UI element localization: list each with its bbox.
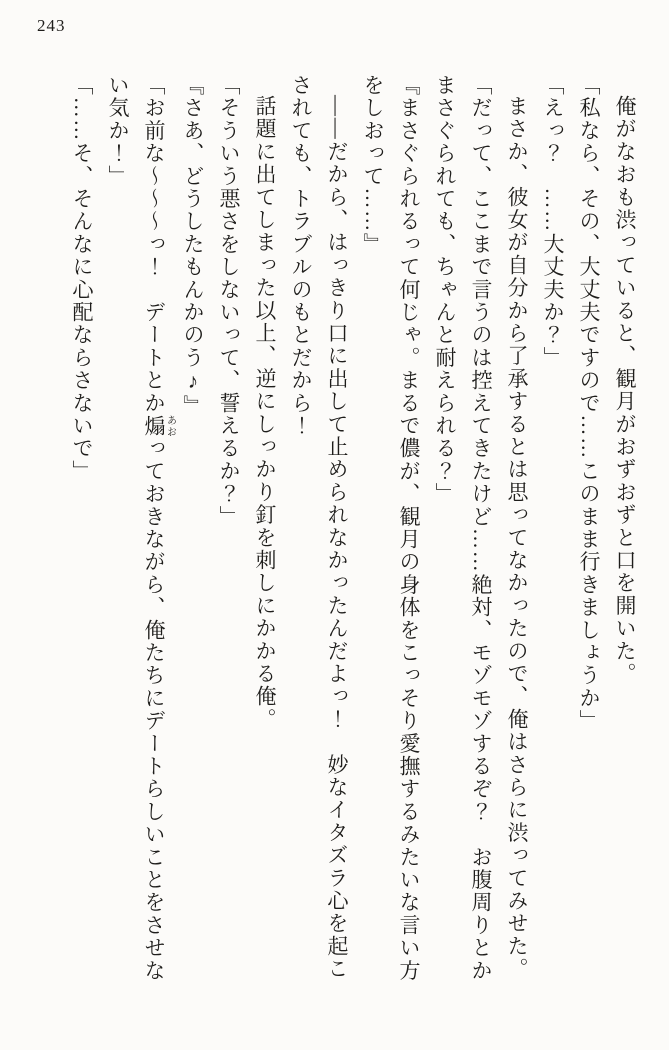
- paragraph: 話題に出てしまった以上、逆にしっかり釘を刺しにかかる俺。: [253, 95, 277, 731]
- ruby-annotation: 煽あお: [142, 414, 176, 438]
- paragraph: 「……そ、そんなに心配ならさないで」: [70, 74, 94, 483]
- paragraph: まさか、彼女が自分から了承するとは思ってなかったので、俺はさらに渋ってみせた。: [505, 95, 529, 981]
- paragraph: 『まさぐられるって何じゃ。まるで儂が、観月の身体をこっそり愛撫するみたいな言い方をしおって……』: [361, 74, 421, 982]
- paragraph: 『さあ、どうしたもんかのう♪』: [181, 74, 205, 418]
- paragraph: 「私なら、その、大丈夫ですので……このまま行きましょうか」: [577, 74, 601, 733]
- paragraph: 「だって、ここまで言うのは控えてきたけど……絶対、モゾモゾするぞ？ お腹周りとかまさぐられても、ちゃんと耐えられる？」: [433, 74, 493, 982]
- paragraph: 「えっ？ ……大丈夫か？」: [541, 74, 565, 370]
- page-number: 243: [37, 16, 66, 35]
- paragraph: 「お前な～～～っ！ デートとか煽あおっておきながら、俺たちにデートらしいことをさせない気か！」: [106, 74, 176, 983]
- text-block: [64, 74, 643, 986]
- paragraph: 俺がなおも渋っていると、観月がおずおずと口を開いた。: [613, 95, 637, 686]
- paragraph: ——だから、はっきり口に出して止められなかったんだよっ！ 妙なイタズラ心を起こされても、トラブルのもとだから！: [289, 74, 349, 981]
- paragraph: 「そういう悪さをしないって、誓えるか？」: [217, 74, 241, 528]
